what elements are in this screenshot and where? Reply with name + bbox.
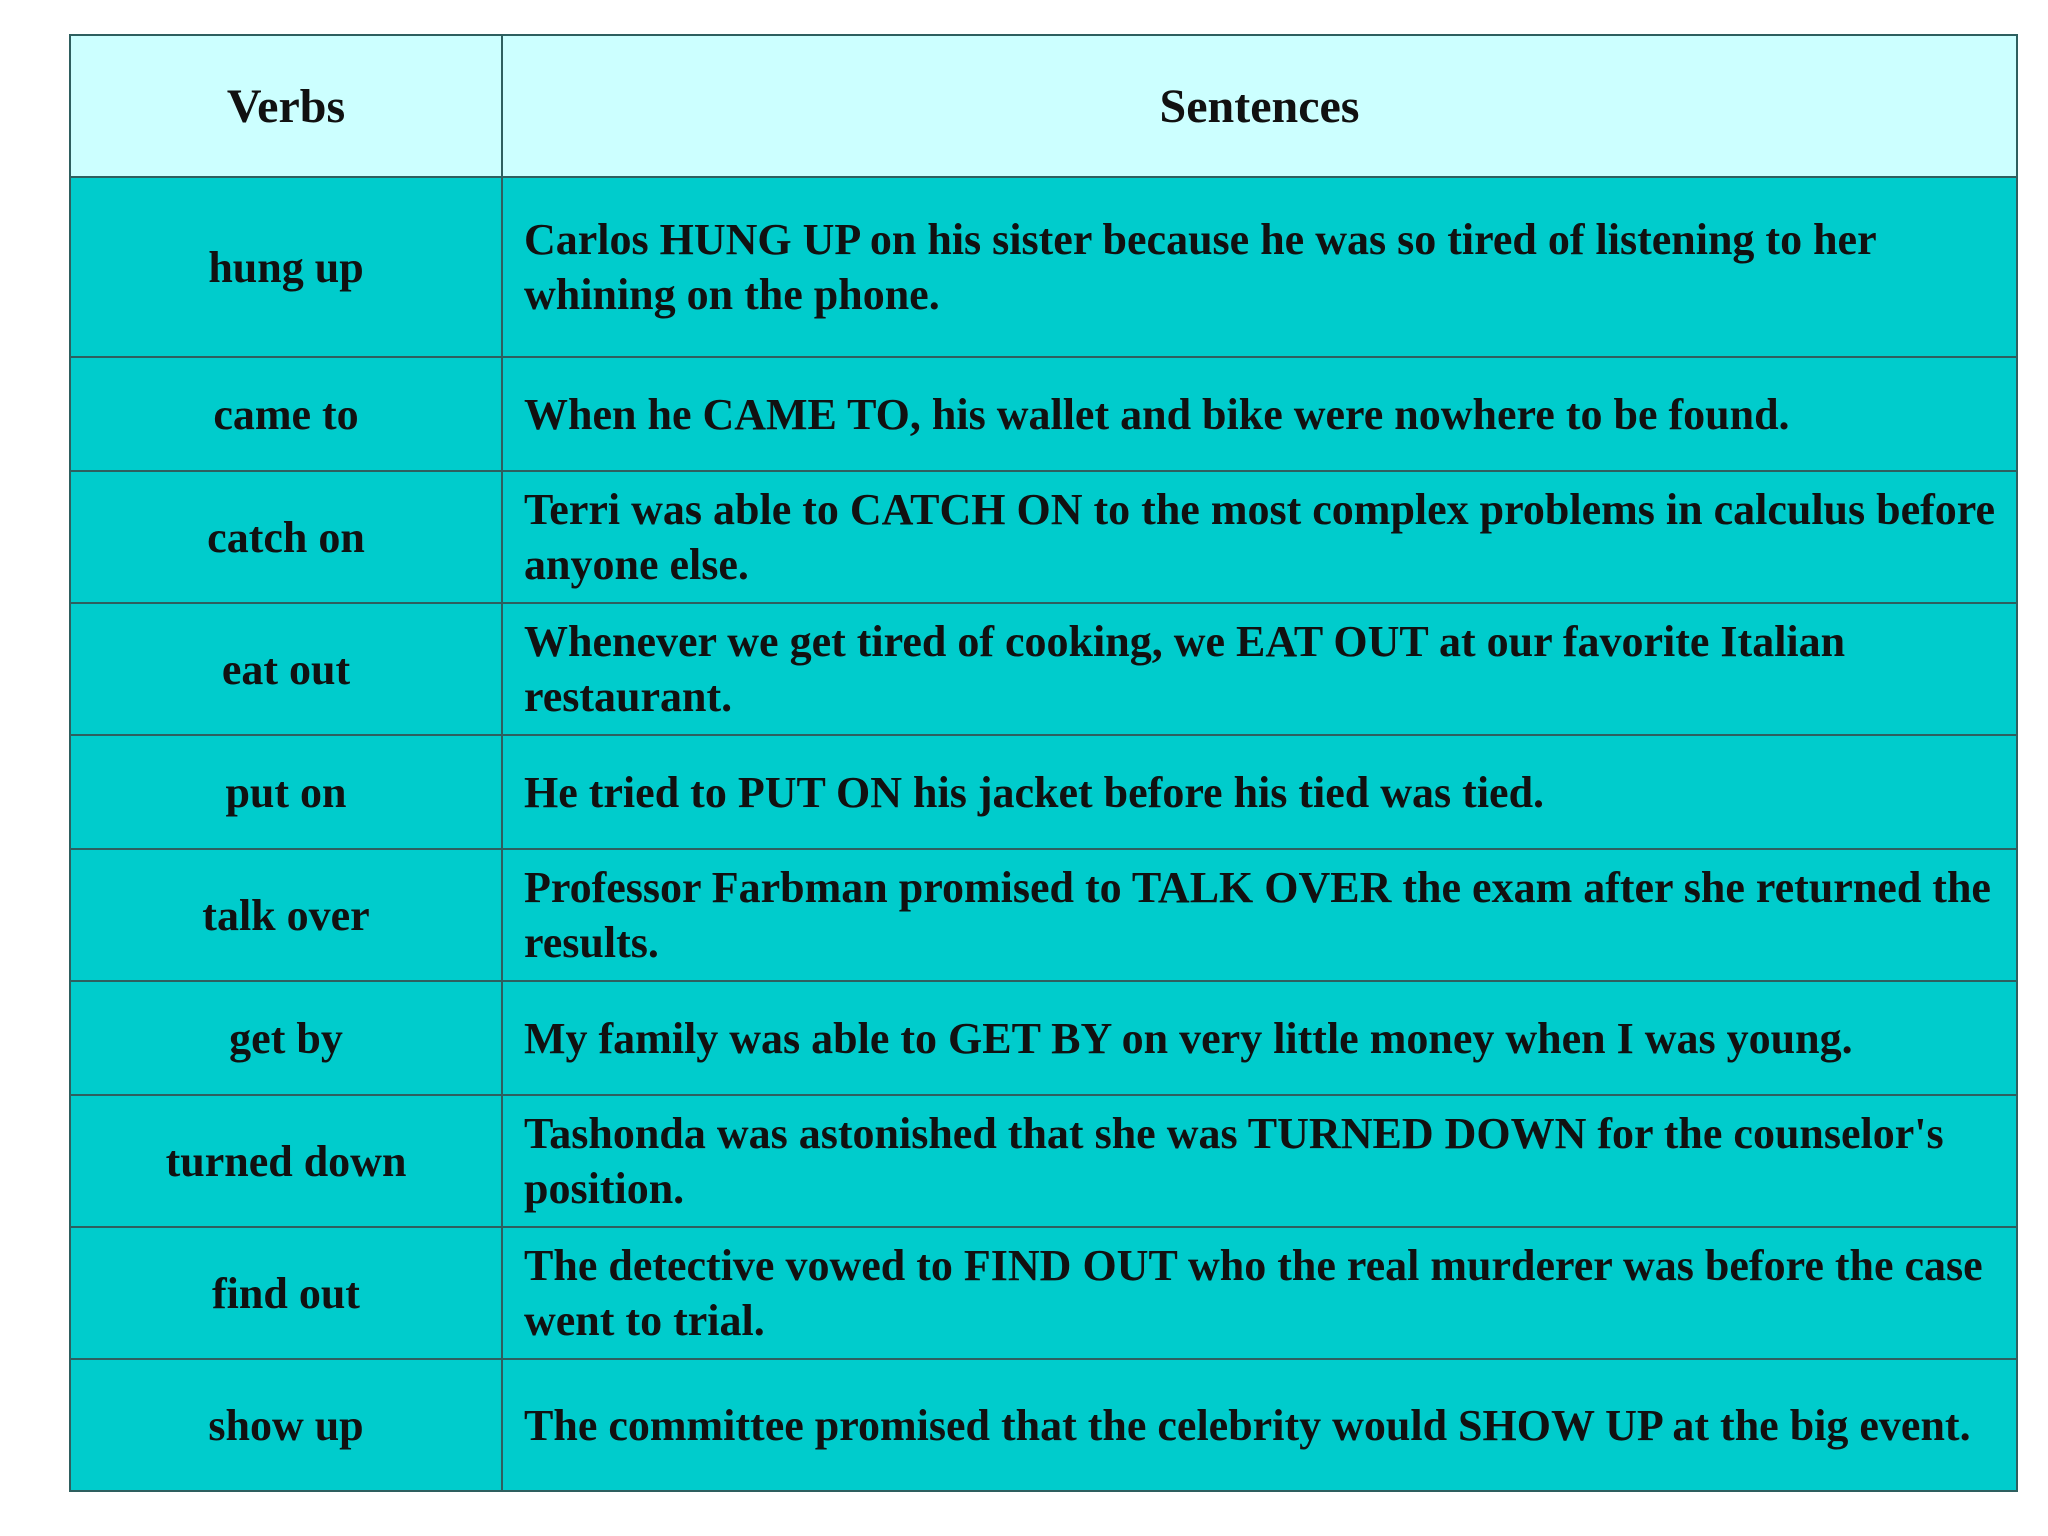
sentence-cell: Professor Farbman promised to TALK OVER the exam after she returned the results.: [502, 849, 2017, 981]
phrasal-verbs-table: [69, 34, 2018, 1492]
sentences-column-header: Sentences: [502, 35, 2017, 177]
verb-cell: find out: [70, 1227, 502, 1359]
verb-cell: get by: [70, 981, 502, 1095]
sentence-cell: When he CAME TO, his wallet and bike were nowhere to be found.: [502, 357, 2017, 471]
table-row: [70, 471, 2017, 603]
verb-cell: eat out: [70, 603, 502, 735]
table-row: [70, 1359, 2017, 1491]
verb-cell: talk over: [70, 849, 502, 981]
sentence-cell: Carlos HUNG UP on his sister because he was so tired of listening to her whining on the phone.: [502, 177, 2017, 357]
table-row: [70, 357, 2017, 471]
sentence-cell: He tried to PUT ON his jacket before his tied was tied.: [502, 735, 2017, 849]
verbs-column-header: Verbs: [70, 35, 502, 177]
sentence-cell: Tashonda was astonished that she was TURNED DOWN for the counselor's position.: [502, 1095, 2017, 1227]
verb-cell: turned down: [70, 1095, 502, 1227]
verb-cell: put on: [70, 735, 502, 849]
table-row: [70, 177, 2017, 357]
sentence-cell: My family was able to GET BY on very little money when I was young.: [502, 981, 2017, 1095]
table-row: [70, 1227, 2017, 1359]
verb-cell: show up: [70, 1359, 502, 1491]
table-row: [70, 981, 2017, 1095]
sentence-cell: Terri was able to CATCH ON to the most complex problems in calculus before anyone else.: [502, 471, 2017, 603]
table-row: [70, 849, 2017, 981]
phrasal-verbs-table-wrapper: [69, 34, 2016, 1492]
table-row: [70, 1095, 2017, 1227]
verb-cell: catch on: [70, 471, 502, 603]
table-row: [70, 735, 2017, 849]
verb-cell: hung up: [70, 177, 502, 357]
table-header-row: [70, 35, 2017, 177]
sentence-cell: Whenever we get tired of cooking, we EAT OUT at our favorite Italian restaurant.: [502, 603, 2017, 735]
verb-cell: came to: [70, 357, 502, 471]
sentence-cell: The committee promised that the celebrity would SHOW UP at the big event.: [502, 1359, 2017, 1491]
table-row: [70, 603, 2017, 735]
sentence-cell: The detective vowed to FIND OUT who the real murderer was before the case went to trial.: [502, 1227, 2017, 1359]
